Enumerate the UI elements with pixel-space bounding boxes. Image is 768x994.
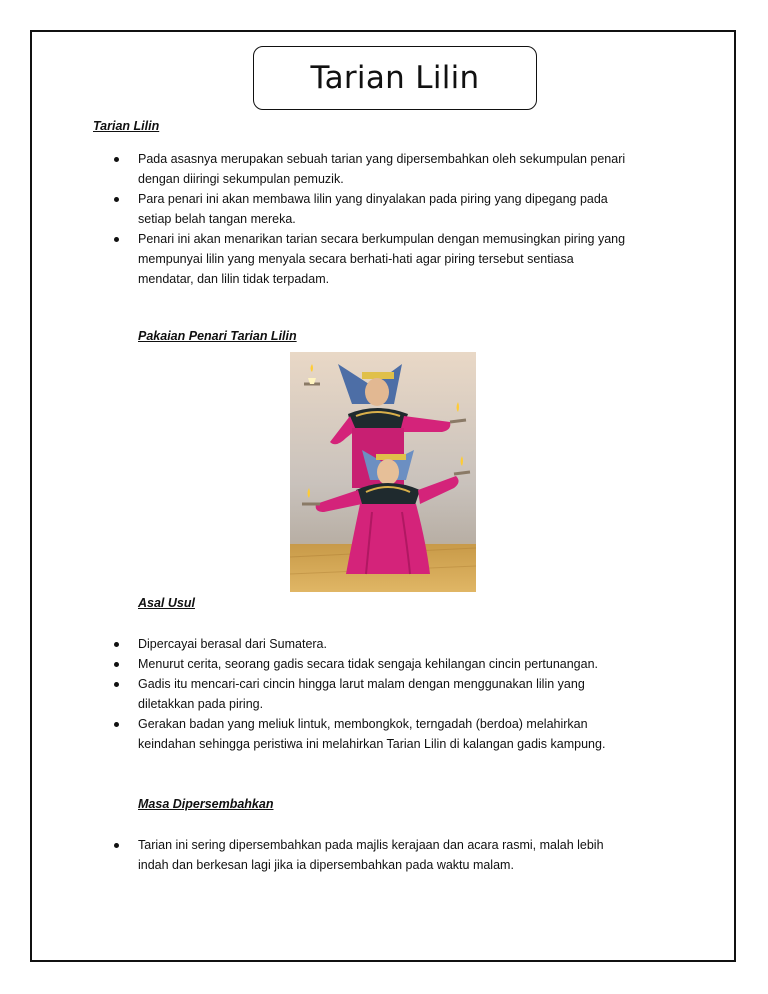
bullet-list-masa: [114, 835, 694, 875]
page-title: Tarian Lilin: [310, 60, 480, 96]
section-heading-tarian-lilin: Tarian Lilin: [93, 119, 160, 133]
candle-dance-photo: [290, 352, 476, 592]
list-item: Penari ini akan menarikan tarian secara berkumpulan dengan memusingkan piring yang mempunyai lilin yang menyala secara berhati-hati agar piring tersebut sentiasa mendatar, dan lilin tidak terpadam.: [114, 229, 694, 289]
bullet-icon: [114, 642, 119, 647]
bullet-icon: [114, 197, 119, 202]
list-item: Dipercayai berasal dari Sumatera.: [114, 634, 694, 654]
section-heading-masa: Masa Dipersembahkan: [138, 797, 274, 811]
title-box: [253, 46, 537, 110]
bullet-icon: [114, 157, 119, 162]
list-item: Para penari ini akan membawa lilin yang dinyalakan pada piring yang dipegang pada setiap belah tangan mereka.: [114, 189, 694, 229]
bullet-icon: [114, 682, 119, 687]
list-item: Tarian ini sering dipersembahkan pada majlis kerajaan dan acara rasmi, malah lebih indah dan berkesan lagi jika ia dipersembahkan pada waktu malam.: [114, 835, 694, 875]
section-heading-asal-usul: Asal Usul: [138, 596, 195, 610]
list-item: Pada asasnya merupakan sebuah tarian yang dipersembahkan oleh sekumpulan penari dengan diiringi sekumpulan pemuzik.: [114, 149, 694, 189]
bullet-icon: [114, 662, 119, 667]
list-item: Gerakan badan yang meliuk lintuk, membongkok, terngadah (berdoa) melahirkan keindahan sehingga peristiwa ini melahirkan Tarian Lilin di kalangan gadis kampung.: [114, 714, 694, 754]
bullet-icon: [114, 843, 119, 848]
bullet-icon: [114, 722, 119, 727]
bullet-list-tarian-lilin: [114, 149, 694, 289]
list-item: Gadis itu mencari-cari cincin hingga larut malam dengan menggunakan lilin yang diletakkan pada piring.: [114, 674, 694, 714]
list-item: Menurut cerita, seorang gadis secara tidak sengaja kehilangan cincin pertunangan.: [114, 654, 694, 674]
bullet-list-asal-usul: [114, 634, 694, 754]
section-heading-pakaian: Pakaian Penari Tarian Lilin: [138, 329, 297, 343]
bullet-icon: [114, 237, 119, 242]
